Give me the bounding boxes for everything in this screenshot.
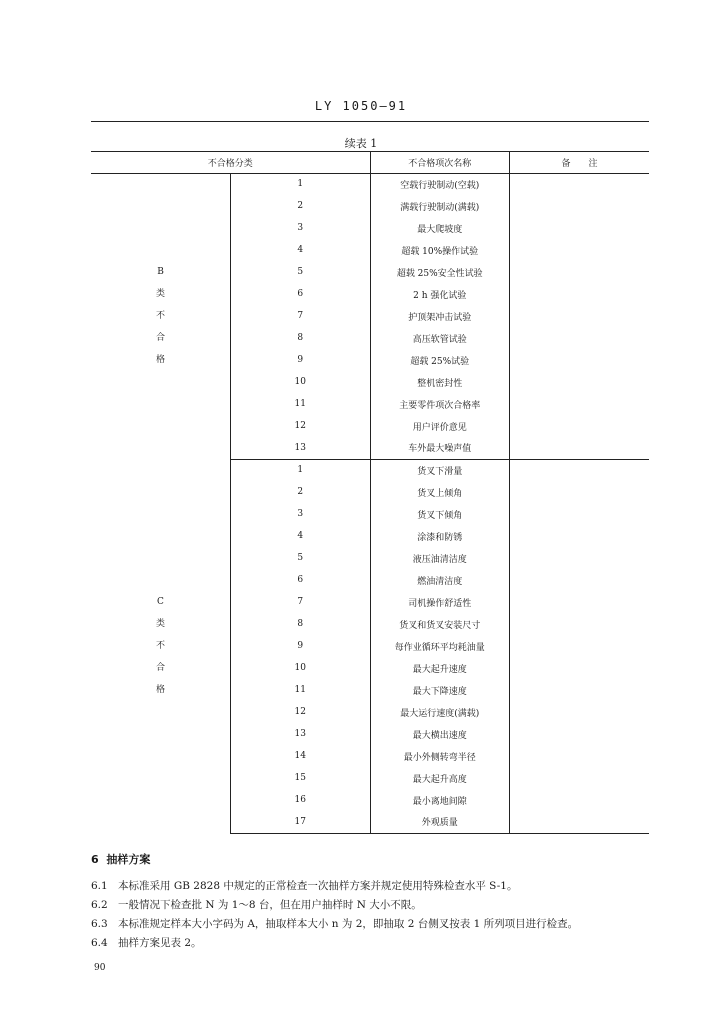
item-number: 12 <box>231 701 371 723</box>
item-name: 最大横出速度 <box>370 723 510 745</box>
item-name: 高压软管试验 <box>370 327 510 349</box>
item-name: 整机密封性 <box>370 371 510 393</box>
section-heading: 抽样方案 <box>106 853 151 866</box>
item-name: 最大爬坡度 <box>370 217 510 239</box>
item-remark <box>510 767 650 789</box>
paragraph-text: 一般情况下检查批 N 为 1～8 台，但在用户抽样时 N 大小不限。 <box>118 899 422 911</box>
item-number: 7 <box>231 305 371 327</box>
item-name: 超载 25%安全性试验 <box>370 261 510 283</box>
item-name: 司机操作舒适性 <box>370 591 510 613</box>
item-number: 6 <box>231 569 371 591</box>
item-name: 燃油清洁度 <box>370 569 510 591</box>
item-number: 3 <box>231 217 371 239</box>
item-number: 11 <box>231 393 371 415</box>
item-number: 4 <box>231 525 371 547</box>
item-name: 货叉和货叉安装尺寸 <box>370 613 510 635</box>
item-remark <box>510 723 650 745</box>
item-number: 5 <box>231 261 371 283</box>
item-remark <box>510 745 650 767</box>
header-category: 不合格分类 <box>91 152 370 173</box>
item-name: 最大起升高度 <box>370 767 510 789</box>
item-number: 2 <box>231 481 371 503</box>
item-remark <box>510 393 650 415</box>
item-number: 13 <box>231 723 371 745</box>
item-remark <box>510 239 650 261</box>
item-number: 7 <box>231 591 371 613</box>
item-number: 14 <box>231 745 371 767</box>
category-label-text: C类不合格 <box>155 597 165 695</box>
item-number: 10 <box>231 657 371 679</box>
table-body <box>91 173 649 833</box>
item-remark <box>510 217 650 239</box>
item-number: 9 <box>231 635 371 657</box>
item-remark <box>510 789 650 811</box>
item-name: 涂漆和防锈 <box>370 525 510 547</box>
standard-code: LY 1050—91 <box>314 99 408 113</box>
page-number: 90 <box>94 963 106 973</box>
table-caption: 续表 1 <box>344 137 378 150</box>
nonconformity-table <box>91 152 649 834</box>
item-number: 5 <box>231 547 371 569</box>
item-number: 9 <box>231 349 371 371</box>
item-remark <box>510 635 650 657</box>
item-number: 10 <box>231 371 371 393</box>
paragraph-text: 本标准规定样本大小字码为 A，抽取样本大小 n 为 2，即抽取 2 台侧叉按表 1 所列项目进行检查。 <box>118 918 579 930</box>
category-label <box>91 459 231 833</box>
item-name: 货叉下滑量 <box>370 459 510 481</box>
item-remark <box>510 701 650 723</box>
item-remark <box>510 657 650 679</box>
item-remark <box>510 173 650 195</box>
item-remark <box>510 613 650 635</box>
item-remark <box>510 459 650 481</box>
item-remark <box>510 437 650 459</box>
paragraph <box>91 897 422 912</box>
item-remark <box>510 569 650 591</box>
item-number: 1 <box>231 173 371 195</box>
item-remark <box>510 481 650 503</box>
item-name: 超载 25%试验 <box>370 349 510 371</box>
item-name: 最小离地间隙 <box>370 789 510 811</box>
item-number: 15 <box>231 767 371 789</box>
item-name: 主要零件项次合格率 <box>370 393 510 415</box>
item-name: 每作业循环平均耗油量 <box>370 635 510 657</box>
item-name: 2 h 强化试验 <box>370 283 510 305</box>
category-label-text: B类不合格 <box>155 267 165 366</box>
item-number: 17 <box>231 811 371 833</box>
item-name: 最大起升速度 <box>370 657 510 679</box>
item-number: 3 <box>231 503 371 525</box>
item-remark <box>510 283 650 305</box>
item-number: 12 <box>231 415 371 437</box>
paragraph-text: 本标准采用 GB 2828 中规定的正常检查一次抽样方案并规定使用特殊检查水平 S-1。 <box>118 880 518 892</box>
item-remark <box>510 811 650 833</box>
category-label <box>91 173 231 459</box>
item-remark <box>510 415 650 437</box>
table-header-row <box>91 152 649 173</box>
item-remark <box>510 679 650 701</box>
paragraph-number: 6.2 <box>91 899 108 911</box>
item-name: 最大下降速度 <box>370 679 510 701</box>
header-remark: 备 注 <box>510 152 650 173</box>
item-name: 超载 10%操作试验 <box>370 239 510 261</box>
paragraph-number: 6.1 <box>91 880 108 892</box>
paragraph-text: 抽样方案见表 2。 <box>118 937 202 949</box>
item-name: 货叉上倾角 <box>370 481 510 503</box>
item-name: 最大运行速度(满载) <box>370 701 510 723</box>
item-number: 11 <box>231 679 371 701</box>
item-name: 液压油清洁度 <box>370 547 510 569</box>
item-number: 8 <box>231 327 371 349</box>
item-number: 2 <box>231 195 371 217</box>
header-rule <box>91 121 649 122</box>
item-remark <box>510 327 650 349</box>
item-name: 最小外侧转弯半径 <box>370 745 510 767</box>
section-number: 6 <box>91 853 99 866</box>
section-title <box>91 851 150 867</box>
item-name: 满载行驶制动(满载) <box>370 195 510 217</box>
item-remark <box>510 195 650 217</box>
item-number: 8 <box>231 613 371 635</box>
item-remark <box>510 371 650 393</box>
item-name: 外观质量 <box>370 811 510 833</box>
item-number: 16 <box>231 789 371 811</box>
item-number: 6 <box>231 283 371 305</box>
item-remark <box>510 305 650 327</box>
table-row <box>91 459 649 481</box>
paragraph <box>91 935 202 950</box>
item-name: 车外最大噪声值 <box>370 437 510 459</box>
header-item-name: 不合格项次名称 <box>370 152 510 173</box>
item-remark <box>510 525 650 547</box>
item-remark <box>510 547 650 569</box>
item-remark <box>510 591 650 613</box>
paragraph <box>91 916 578 931</box>
table-row <box>91 173 649 195</box>
item-name: 用户评价意见 <box>370 415 510 437</box>
item-remark <box>510 503 650 525</box>
item-remark <box>510 349 650 371</box>
item-name: 护顶架冲击试验 <box>370 305 510 327</box>
paragraph <box>91 878 517 893</box>
paragraph-number: 6.3 <box>91 918 108 930</box>
item-number: 4 <box>231 239 371 261</box>
item-remark <box>510 261 650 283</box>
item-number: 13 <box>231 437 371 459</box>
paragraph-number: 6.4 <box>91 937 108 949</box>
item-name: 空载行驶制动(空载) <box>370 173 510 195</box>
item-number: 1 <box>231 459 371 481</box>
item-name: 货叉下倾角 <box>370 503 510 525</box>
